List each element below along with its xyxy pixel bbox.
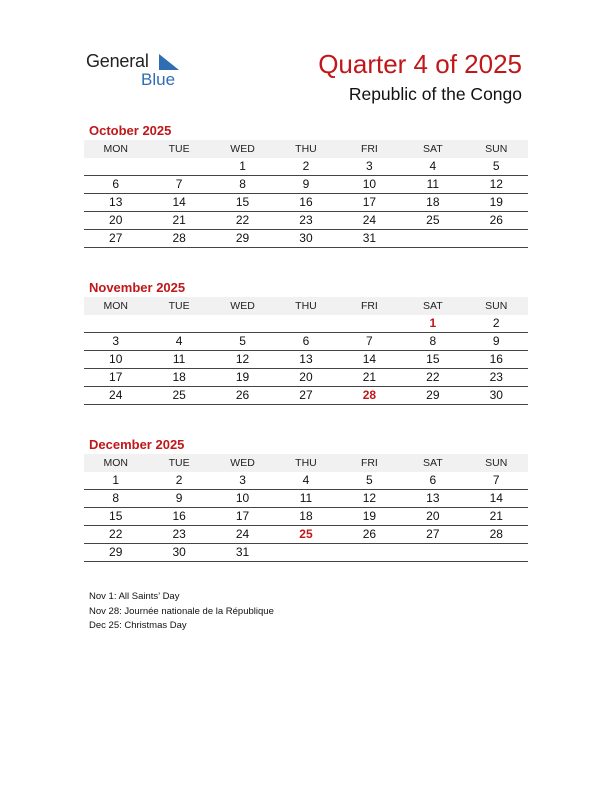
weekday-header — [84, 297, 528, 315]
day-cell: 21 — [362, 370, 377, 384]
day-cell: 24 — [235, 527, 250, 541]
week-row — [84, 315, 528, 333]
holiday-note: Nov 28: Journée nationale de la République — [89, 605, 274, 617]
holiday-day-cell: 1 — [429, 316, 437, 330]
generalblue-logo — [86, 51, 186, 91]
day-cell: 3 — [239, 473, 246, 487]
month-title: November 2025 — [89, 280, 186, 295]
day-cell: 13 — [109, 195, 123, 209]
day-cell: 30 — [299, 231, 313, 245]
day-cell: 2 — [302, 159, 310, 173]
week-row — [84, 490, 528, 508]
day-cell: 27 — [109, 231, 123, 245]
day-cell: 24 — [109, 388, 123, 402]
weekday-header — [84, 454, 528, 472]
weekday-label: FRI — [360, 457, 378, 469]
day-cell: 9 — [175, 491, 183, 505]
day-cell: 6 — [112, 177, 120, 191]
day-cell: 18 — [299, 509, 313, 523]
day-cell: 18 — [172, 370, 186, 384]
week-row — [84, 369, 528, 387]
day-cell: 28 — [172, 231, 186, 245]
day-cell: 26 — [489, 213, 503, 227]
weekday-label: THU — [295, 143, 317, 155]
weekday-header — [84, 140, 528, 158]
week-row — [84, 194, 528, 212]
day-cell: 9 — [492, 334, 500, 348]
day-cell: 23 — [172, 527, 186, 541]
day-cell: 8 — [239, 177, 246, 191]
weekday-label: FRI — [360, 300, 378, 312]
week-row — [84, 508, 528, 526]
weekday-label: SUN — [485, 300, 508, 312]
month-calendar — [84, 436, 528, 562]
day-cell: 13 — [299, 352, 313, 366]
day-cell: 6 — [429, 473, 437, 487]
day-cell: 17 — [235, 509, 250, 523]
day-cell: 30 — [489, 388, 503, 402]
day-cell: 4 — [175, 334, 183, 348]
day-cell: 14 — [489, 491, 503, 505]
weekday-label: THU — [295, 457, 317, 469]
day-cell: 14 — [172, 195, 186, 209]
day-cell: 2 — [492, 316, 500, 330]
day-cell: 4 — [302, 473, 310, 487]
day-cell: 17 — [109, 370, 123, 384]
week-row — [84, 526, 528, 544]
holiday-day-cell: 25 — [299, 527, 313, 541]
day-cell: 10 — [235, 491, 250, 505]
day-cell: 10 — [362, 177, 377, 191]
day-cell: 19 — [489, 195, 503, 209]
logo-blue-text: Blue — [141, 70, 176, 89]
week-row — [84, 472, 528, 490]
day-cell: 1 — [239, 159, 246, 173]
day-cell — [465, 544, 528, 561]
day-cell: 12 — [362, 491, 377, 505]
day-cell — [84, 315, 147, 332]
day-cell: 12 — [489, 177, 503, 191]
weekday-label: MON — [103, 143, 128, 155]
month-calendar — [84, 279, 528, 405]
holiday-day-cell: 28 — [362, 388, 377, 402]
day-cell: 16 — [172, 509, 186, 523]
day-cell: 26 — [235, 388, 250, 402]
day-cell: 15 — [426, 352, 440, 366]
day-cell — [338, 315, 401, 332]
week-row — [84, 158, 528, 176]
day-cell: 8 — [112, 491, 120, 505]
day-cell: 15 — [235, 195, 250, 209]
day-cell: 16 — [299, 195, 313, 209]
week-row — [84, 230, 528, 248]
day-cell — [147, 158, 210, 175]
weekday-label: SAT — [422, 143, 443, 155]
holiday-note: Dec 25: Christmas Day — [89, 620, 187, 631]
day-cell: 3 — [112, 334, 120, 348]
day-cell: 2 — [175, 473, 183, 487]
day-cell: 21 — [489, 509, 503, 523]
day-cell: 20 — [109, 213, 123, 227]
month-calendar — [84, 122, 528, 248]
day-cell: 14 — [362, 352, 377, 366]
day-cell: 12 — [235, 352, 250, 366]
weekday-label: WED — [230, 300, 255, 312]
day-cell: 29 — [426, 388, 440, 402]
weekday-label: SAT — [422, 457, 443, 469]
holiday-notes — [89, 590, 274, 634]
weekday-label: TUE — [168, 143, 190, 155]
day-cell: 26 — [362, 527, 377, 541]
day-cell: 18 — [426, 195, 440, 209]
day-cell — [211, 315, 274, 332]
day-cell: 17 — [362, 195, 377, 209]
day-cell: 15 — [109, 509, 123, 523]
day-cell: 1 — [112, 473, 120, 487]
weekday-label: SUN — [485, 143, 508, 155]
logo-general-text: General — [86, 51, 149, 71]
day-cell: 29 — [109, 545, 123, 559]
weekday-label: SUN — [485, 457, 508, 469]
day-cell: 25 — [426, 213, 440, 227]
day-cell: 21 — [172, 213, 186, 227]
day-cell: 24 — [362, 213, 377, 227]
weekday-label: TUE — [168, 300, 190, 312]
day-cell — [338, 544, 401, 561]
day-cell: 11 — [172, 352, 186, 366]
day-cell: 7 — [175, 177, 183, 191]
day-cell: 5 — [492, 159, 500, 173]
day-cell: 31 — [235, 545, 250, 559]
weekday-label: MON — [103, 300, 128, 312]
day-cell: 27 — [299, 388, 313, 402]
day-cell: 29 — [235, 231, 250, 245]
day-cell: 16 — [489, 352, 503, 366]
day-cell: 19 — [362, 509, 377, 523]
day-cell — [84, 158, 147, 175]
day-cell: 10 — [109, 352, 123, 366]
day-cell: 4 — [429, 159, 437, 173]
day-cell: 8 — [429, 334, 437, 348]
day-cell: 3 — [366, 159, 373, 173]
day-cell: 5 — [239, 334, 246, 348]
weekday-label: THU — [295, 300, 317, 312]
day-cell: 27 — [426, 527, 440, 541]
day-cell: 28 — [489, 527, 503, 541]
week-row — [84, 544, 528, 562]
day-cell: 23 — [299, 213, 313, 227]
month-title: October 2025 — [89, 123, 172, 138]
page-title: Quarter 4 of 2025 — [318, 49, 522, 79]
day-cell: 19 — [235, 370, 250, 384]
day-cell — [401, 544, 464, 561]
weekday-label: TUE — [168, 457, 190, 469]
month-title: December 2025 — [89, 437, 185, 452]
week-row — [84, 212, 528, 230]
country-name: Republic of the Congo — [348, 84, 522, 104]
week-row — [84, 333, 528, 351]
day-cell: 11 — [299, 491, 313, 505]
week-row — [84, 351, 528, 369]
week-row — [84, 176, 528, 194]
day-cell — [147, 315, 210, 332]
day-cell: 30 — [172, 545, 186, 559]
day-cell: 22 — [426, 370, 440, 384]
day-cell: 22 — [235, 213, 250, 227]
weekday-label: MON — [103, 457, 128, 469]
weekday-label: SAT — [422, 300, 443, 312]
weekday-label: WED — [230, 457, 255, 469]
weekday-label: FRI — [360, 143, 378, 155]
day-cell: 7 — [366, 334, 373, 348]
day-cell: 13 — [426, 491, 440, 505]
day-cell: 20 — [299, 370, 313, 384]
day-cell: 9 — [302, 177, 310, 191]
week-row — [84, 387, 528, 405]
day-cell — [274, 315, 337, 332]
day-cell: 6 — [302, 334, 310, 348]
day-cell: 22 — [109, 527, 123, 541]
day-cell: 20 — [426, 509, 440, 523]
day-cell: 5 — [366, 473, 373, 487]
day-cell: 11 — [426, 177, 440, 191]
day-cell — [401, 230, 464, 247]
day-cell: 31 — [362, 231, 377, 245]
weekday-label: WED — [230, 143, 255, 155]
day-cell: 7 — [492, 473, 500, 487]
holiday-note: Nov 1: All Saints’ Day — [89, 591, 180, 602]
day-cell — [465, 230, 528, 247]
day-cell: 23 — [489, 370, 503, 384]
day-cell — [274, 544, 337, 561]
day-cell: 25 — [172, 388, 186, 402]
